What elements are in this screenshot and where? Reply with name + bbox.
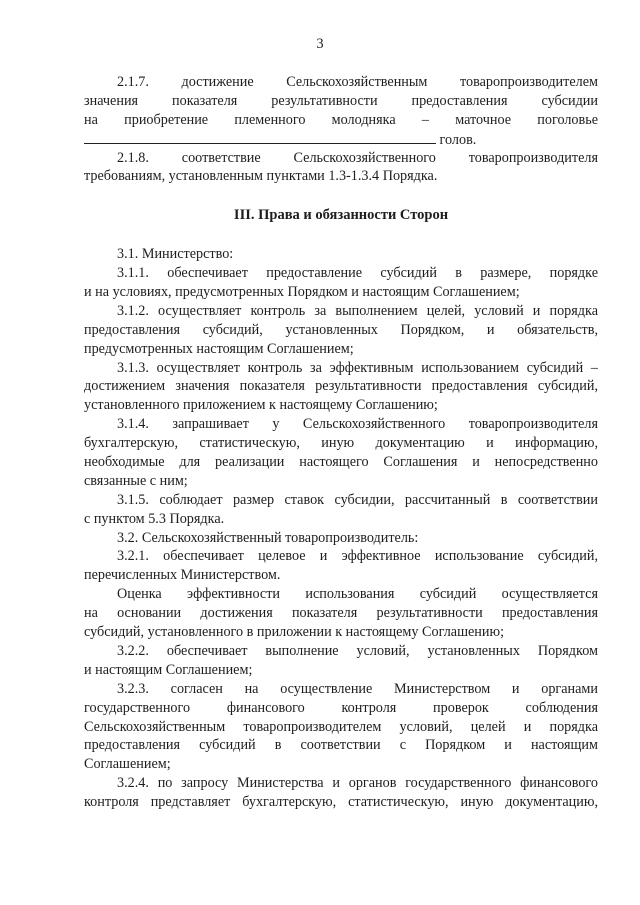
text-line: установленного приложением к настоящему Соглашению;	[84, 397, 438, 414]
text-line: достижением значения показателя результативности предоставления субсидий,	[84, 378, 598, 395]
text-line: с пунктом 5.3 Порядка.	[84, 510, 225, 527]
text-line: 3.1.5. соблюдает размер ставок субсидии, рассчитанный в соответствии	[117, 491, 598, 508]
text-line: 3.2.3. согласен на осуществление Министерством и органами	[117, 680, 598, 697]
text-line: Оценка эффективности использования субсидий осуществляется	[117, 586, 598, 603]
text-line: предоставления субсидий, установленных Порядком, и обязательств,	[84, 321, 598, 338]
fill-in-suffix: голов.	[436, 131, 477, 148]
page-number: 3	[316, 36, 324, 52]
text-line: бухгалтерскую, статистическую, иную документацию и информацию,	[84, 435, 598, 452]
text-line: необходимые для реализации настоящего Соглашения и непосредственно	[84, 454, 598, 471]
text-line: и настоящим Соглашением;	[84, 661, 253, 678]
text-line: на основании достижения показателя результативности предоставления	[84, 605, 598, 622]
text-line: предоставления субсидий в соответствии с Порядком и настоящим	[84, 737, 598, 754]
text-line: государственного финансового контроля проверок соблюдения	[84, 699, 598, 716]
text-line: 3.1.4. запрашивает у Сельскохозяйственного товаропроизводителя	[117, 416, 598, 433]
text-line: 2.1.7. достижение Сельскохозяйственным товаропроизводителем	[117, 74, 598, 90]
text-line: 3.2.4. по запросу Министерства и органов государственного финансового	[117, 775, 598, 792]
text-line: субсидий, установленного в приложении к настоящему Соглашению;	[84, 624, 505, 641]
text-line: 2.1.8. соответствие Сельскохозяйственного товаропроизводителя	[117, 149, 598, 166]
section-heading: III. Права и обязанности Сторон	[233, 207, 449, 224]
document-body	[84, 73, 598, 812]
text-line: 3.1. Министерство:	[117, 246, 234, 263]
text-line: 3.2. Сельскохозяйственный товаропроизводитель:	[117, 529, 419, 546]
text-line: Сельскохозяйственным товаропроизводителем условий, целей и порядка	[84, 718, 598, 735]
spacer	[84, 186, 598, 206]
text-line: перечисленных Министерством.	[84, 567, 281, 584]
text-line: 3.1.2. осуществляет контроль за выполнением целей, условий и порядка	[117, 302, 598, 319]
text-line: 3.1.3. осуществляет контроль за эффективным использованием субсидий –	[117, 359, 598, 376]
text-line: 3.1.1. обеспечивает предоставление субсидий в размере, порядке	[117, 265, 598, 282]
text-line: значения показателя результативности предоставления субсидии	[84, 92, 598, 109]
text-line: связанные с ним;	[84, 472, 188, 489]
blank-underline	[84, 130, 436, 144]
text-line: 3.2.1. обеспечивает целевое и эффективное использование субсидий,	[117, 548, 598, 565]
text-line: контроля представляет бухгалтерскую, статистическую, иную документацию,	[84, 794, 598, 811]
text-line: и на условиях, предусмотренных Порядком и настоящим Соглашением;	[84, 284, 520, 301]
text-line: требованиям, установленным пунктами 1.3-1.3.4 Порядка.	[84, 168, 438, 185]
text-line: Соглашением;	[84, 756, 171, 773]
fill-in-line	[84, 130, 598, 149]
text-line: на приобретение племенного молодняка – маточное поголовье	[84, 111, 598, 128]
text-line: предусмотренных настоящим Соглашением;	[84, 340, 354, 357]
spacer	[84, 225, 598, 245]
text-line: 3.2.2. обеспечивает выполнение условий, установленных Порядком	[117, 642, 598, 659]
